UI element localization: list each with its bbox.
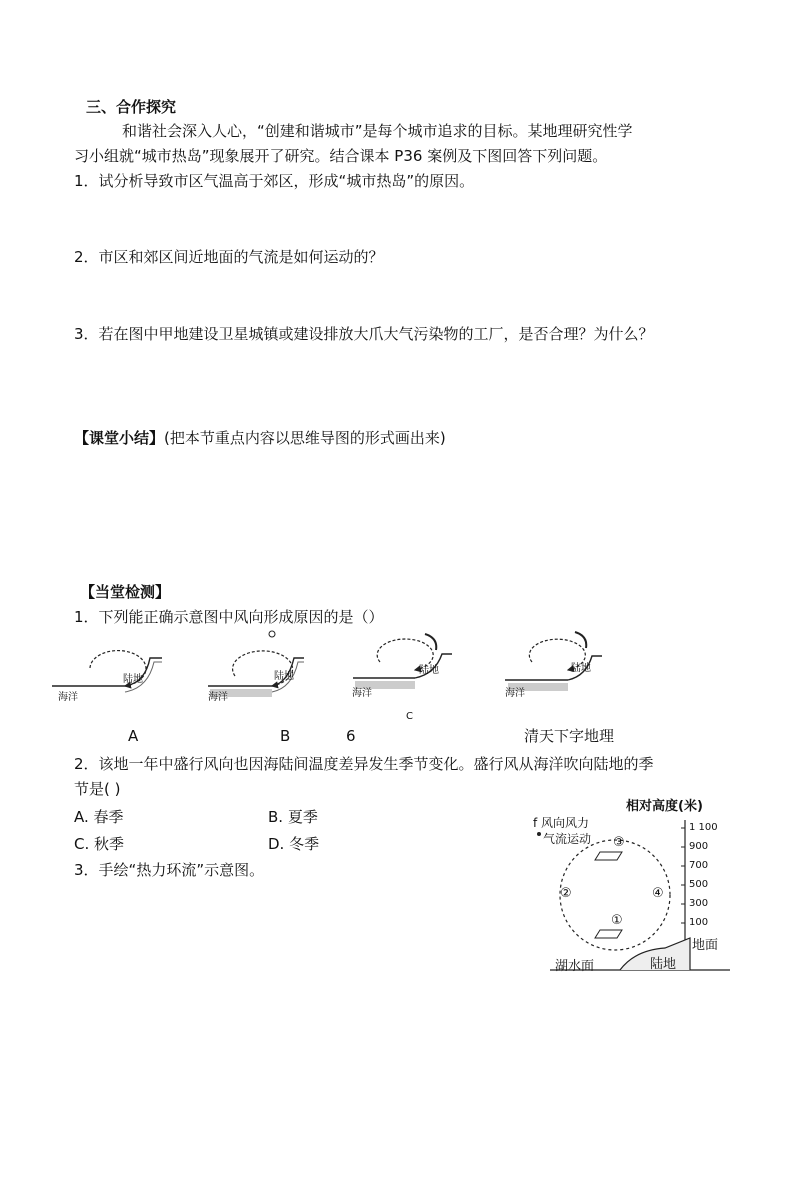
land-label: 陆地 — [650, 957, 677, 972]
summary-note: (把本节重点内容以思维导图的形式画出来) — [164, 429, 446, 447]
diagram-b-sea: 海洋 — [208, 692, 228, 703]
question-2: 2．市区和郊区间近地面的气流是如何运动的？ — [74, 248, 384, 266]
mark-3: ③ — [613, 835, 625, 850]
marker-parallelogram — [595, 852, 622, 860]
test-question-2-line-1: 2．该地一年中盛行风向也因海陆间温度差异发生季节变化。盛行风从海洋吹向陆地的季 — [74, 755, 654, 773]
diagram-a-sea: 海洋 — [58, 692, 78, 703]
tick-300: 300 — [689, 898, 709, 909]
marker-parallelogram — [595, 930, 622, 938]
moon-icon — [425, 634, 436, 650]
sun-icon — [269, 631, 275, 637]
figure-ylabel: 相对高度(米) — [626, 799, 703, 814]
tick-1100: 1 100 — [689, 822, 718, 833]
ground-label: 地面 — [692, 938, 719, 953]
diagram-c-land: 陆地 — [419, 665, 439, 676]
tick-900: 900 — [689, 841, 709, 852]
test-question-2-line-2: 节是( ) — [74, 780, 121, 798]
mark-2: ② — [560, 886, 572, 901]
summary — [74, 426, 446, 450]
sea-land-diagrams — [50, 628, 670, 726]
diagram-a-land: 陆地 — [123, 674, 143, 685]
option-a: A. 春季 — [74, 808, 124, 826]
tick-700: 700 — [689, 860, 709, 871]
test-question-3: 3．手绘“热力环流”示意图。 — [74, 861, 265, 879]
lake-label: 湖水面 — [555, 959, 595, 974]
question-3: 3．若在图中甲地建设卫星城镇或建设排放大爪大气污染物的工厂，是否合理？为什么？ — [74, 325, 654, 343]
tick-100: 100 — [689, 917, 709, 928]
diagram-a — [52, 651, 162, 692]
diagram-a-letter: A — [128, 727, 139, 745]
legend-airflow: 气流运动 — [543, 832, 592, 846]
diagram-d-caption: 清天下字地理 — [524, 727, 615, 745]
test-heading: 【当堂检测】 — [80, 583, 171, 601]
intro-line-2: 习小组就“城市热岛”现象展开了研究。结合课本 P36 案例及下图回答下列问题。 — [74, 147, 608, 165]
option-d: D. 冬季 — [268, 835, 320, 853]
option-b: B. 夏季 — [268, 808, 318, 826]
diagram-c-sea: 海洋 — [352, 688, 372, 699]
tick-500: 500 — [689, 879, 709, 890]
section-title: 三、合作探究 — [86, 98, 177, 116]
diagram-d-land: 陆地 — [571, 663, 591, 674]
diagram-c-letter: C — [406, 711, 413, 722]
summary-heading: 【课堂小结】 — [74, 429, 165, 447]
intro-line-1: 和谐社会深入人心，“创建和谐城市”是每个城市追求的目标。某地理研究性学 — [122, 122, 633, 140]
diagram-b-land: 陆地 — [274, 671, 294, 682]
diagram-b-letter: B — [280, 727, 291, 745]
diagram-c-number: 6 — [346, 727, 356, 745]
question-1: 1．试分析导致市区气温高于郊区，形成“城市热岛”的原因。 — [74, 172, 475, 190]
mark-1: ① — [611, 913, 623, 928]
option-c: C. 秋季 — [74, 835, 125, 853]
legend-wind: f 风向风力 — [533, 816, 590, 830]
diagram-d-sea: 海洋 — [505, 688, 525, 699]
test-question-1: 1．下列能正确示意图中风向形成原因的是（） — [74, 608, 384, 626]
mark-4: ④ — [652, 886, 664, 901]
